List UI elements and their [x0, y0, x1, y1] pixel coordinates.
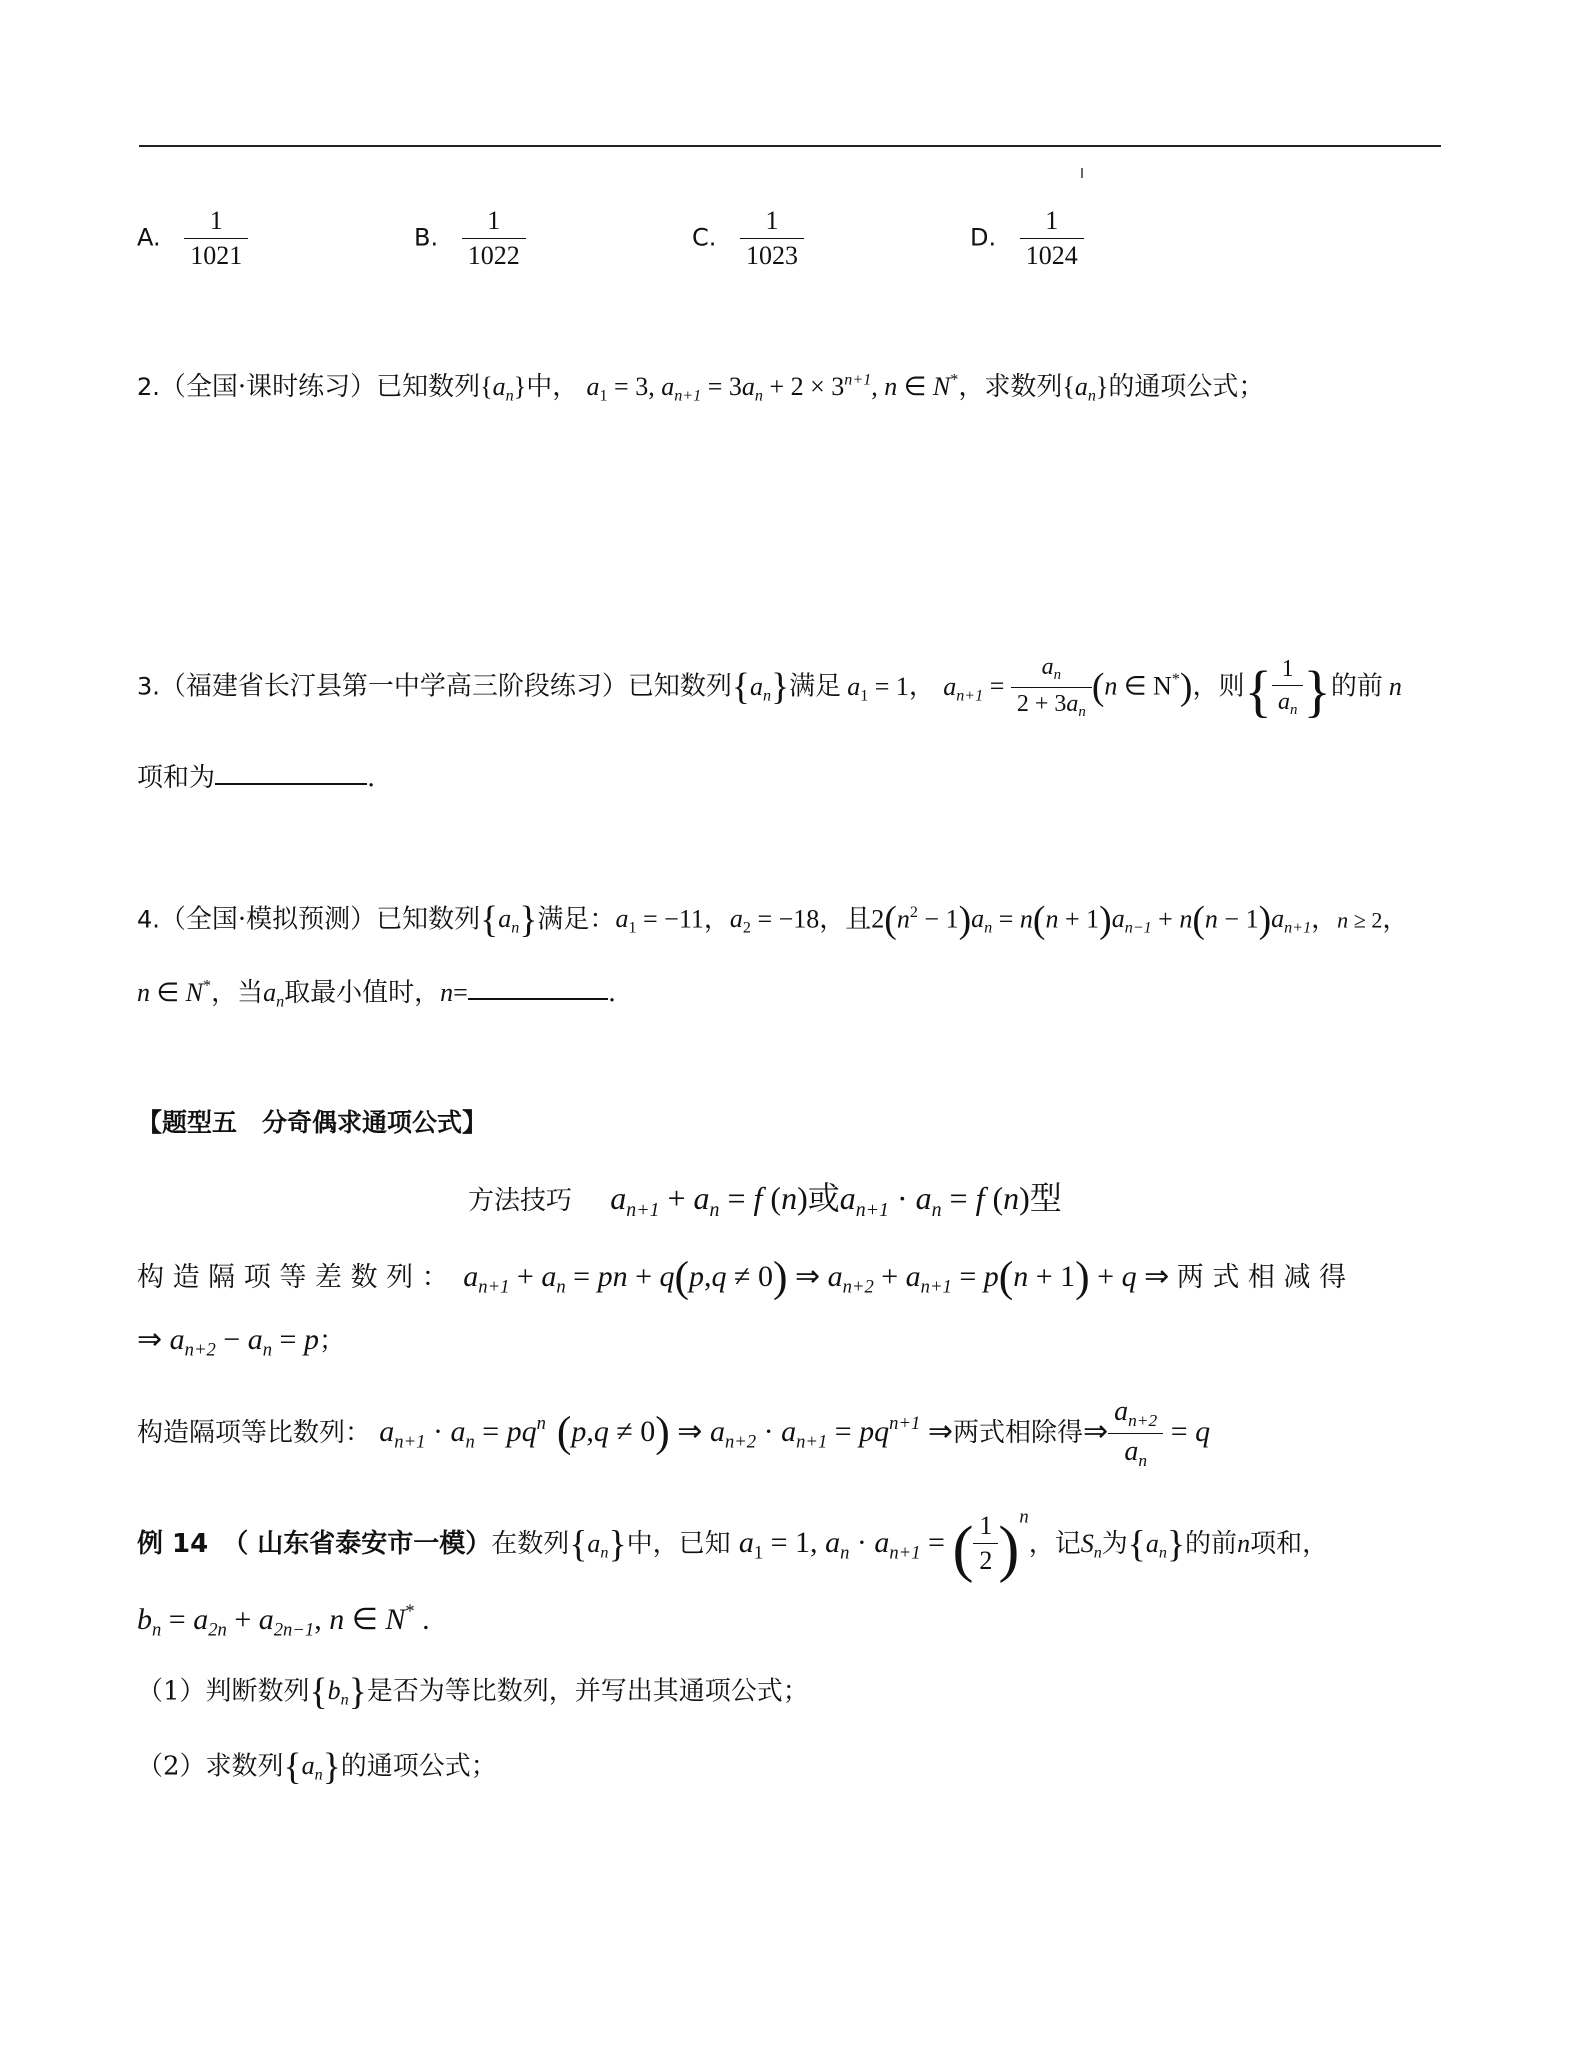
question-source: （全国·模拟预测）已知数列: [159, 904, 481, 935]
cursor-mark: [1081, 168, 1083, 178]
numerator: 1: [1045, 206, 1059, 235]
example-definition: $b_n = a_{2n} + a_{2n-1}$, n ∈ N* .: [137, 1601, 430, 1641]
answer-blank[interactable]: [215, 782, 367, 785]
question-3: 3.（福建省长汀县第一中学高三阶段练习）已知数列$\{a_n\}$满足 $a_1 = 1$， $a_{n+1}$ = $\frac{a_n}{2 + 3a_n}$ (n ∈ N*)，则{ $\frac{1}{a_n}$ }的前 n: [137, 654, 1402, 724]
answer-blank[interactable]: [468, 997, 608, 1000]
question-4-line2: n ∈ N*，当$a_n$取最小值时，n= .: [137, 977, 617, 1011]
example-part-1: （1）判断数列$\{b_n\}$是否为等比数列，并写出其通项公式；: [137, 1671, 809, 1713]
option-a: [137, 208, 248, 269]
ratio-fraction: $\frac{a_{n+2}}{a_n}$: [1108, 1398, 1163, 1470]
option-letter: D.: [970, 223, 997, 252]
option-d: [970, 208, 1084, 269]
section-title: 【题型五 分奇偶求通项公式】: [137, 1108, 488, 1137]
method-line: 方法技巧 $a_{n+1} + a_n = f$ (n)或$a_{n+1} \cdot a_n = f$ (n)型: [468, 1179, 1062, 1221]
question-2: 2.（全国·课时练习）已知数列$\{a_n\}$中， $a_1 = 3$, $a_{n+1} = 3a_n + 2 \times 3^{n+1}$, n ∈ N*，求数列$\{a_n\}$的通项公式；: [137, 371, 1265, 405]
question-4: 4.（全国·模拟预测）已知数列$\{a_n\}$满足：$a_1 = -11$，$a_2 = -18$，且$2(n^2 - 1)a_n = n(n + 1)a_{n-1} + n(n - 1)a_{n+1}$，n ≥ 2，: [137, 899, 1409, 941]
numerator: 1: [209, 206, 223, 235]
half-fraction: $\frac{1}{2}$: [973, 1513, 998, 1574]
geometric-construction: 构造隔项等比数列： $a_{n+1} \cdot a_n = pq^n$ (p,q ≠ 0) ⇒ $a_{n+2} \cdot a_{n+1} = pq^{n+1}$ ⇒两式相除得⇒ $\frac{a_{n+2}}{a_n}$ = q: [137, 1396, 1211, 1471]
example-part-2: （2）求数列$\{a_n\}$的通项公式；: [137, 1746, 497, 1788]
option-letter: A.: [137, 223, 161, 252]
question-number: 3.: [137, 672, 160, 701]
question-3-line2: 项和为 .: [137, 763, 376, 793]
denominator: 1024: [1020, 238, 1084, 269]
recurrence-formula: $a_1 = 3$, $a_{n+1} = 3a_n + 2 \times 3^{n+1}$, n ∈ N*: [586, 371, 959, 405]
denominator: 1023: [740, 238, 804, 269]
arithmetic-construction: 构 造 隔 项 等 差 数 列 ： $a_{n+1} + a_n$ = pn + q(p,q ≠ 0) ⇒ $a_{n+2} + a_{n+1} = p(n + 1) + q$ ⇒ 两 式 相 减 得: [137, 1253, 1347, 1301]
option-c: [692, 208, 804, 269]
example-source: （ 山东省泰安市一模）: [222, 1528, 492, 1559]
reciprocal-fraction: $\frac{1}{a_n}$: [1272, 657, 1303, 718]
question-number: 4.: [137, 905, 160, 934]
option-letter: B.: [414, 223, 439, 252]
denominator: 1022: [462, 238, 526, 269]
question-number: 2.: [137, 373, 160, 401]
recurrence-fraction: $\frac{a_n}{2 + 3a_n}$: [1011, 655, 1092, 720]
example-label: 例 14: [137, 1528, 209, 1559]
option-fraction: [1020, 208, 1084, 269]
question-source: （全国·课时练习）已知数列: [159, 372, 481, 402]
option-fraction: [184, 208, 248, 269]
option-b: [414, 208, 526, 269]
header-rule: [139, 145, 1441, 147]
numerator: 1: [487, 206, 501, 235]
example-14: 例 14 （ 山东省泰安市一模）在数列$\{a_n\}$中，已知 $a_1 = 1$, $a_n \cdot a_{n+1}$ = ( $\frac{1}{2}$ )$^n$，记$S_n$为$\{a_n\}$的前n项和，: [137, 1506, 1329, 1584]
option-letter: C.: [692, 223, 717, 252]
option-fraction: [462, 208, 526, 269]
option-fraction: [740, 208, 804, 269]
denominator: 1021: [184, 238, 248, 269]
question-source: （福建省长汀县第一中学高三阶段练习）已知数列: [159, 671, 732, 702]
numerator: 1: [765, 206, 779, 235]
method-label: 方法技巧: [468, 1186, 573, 1216]
arithmetic-result: ⇒ $a_{n+2} - a_n = p$；: [137, 1323, 345, 1361]
